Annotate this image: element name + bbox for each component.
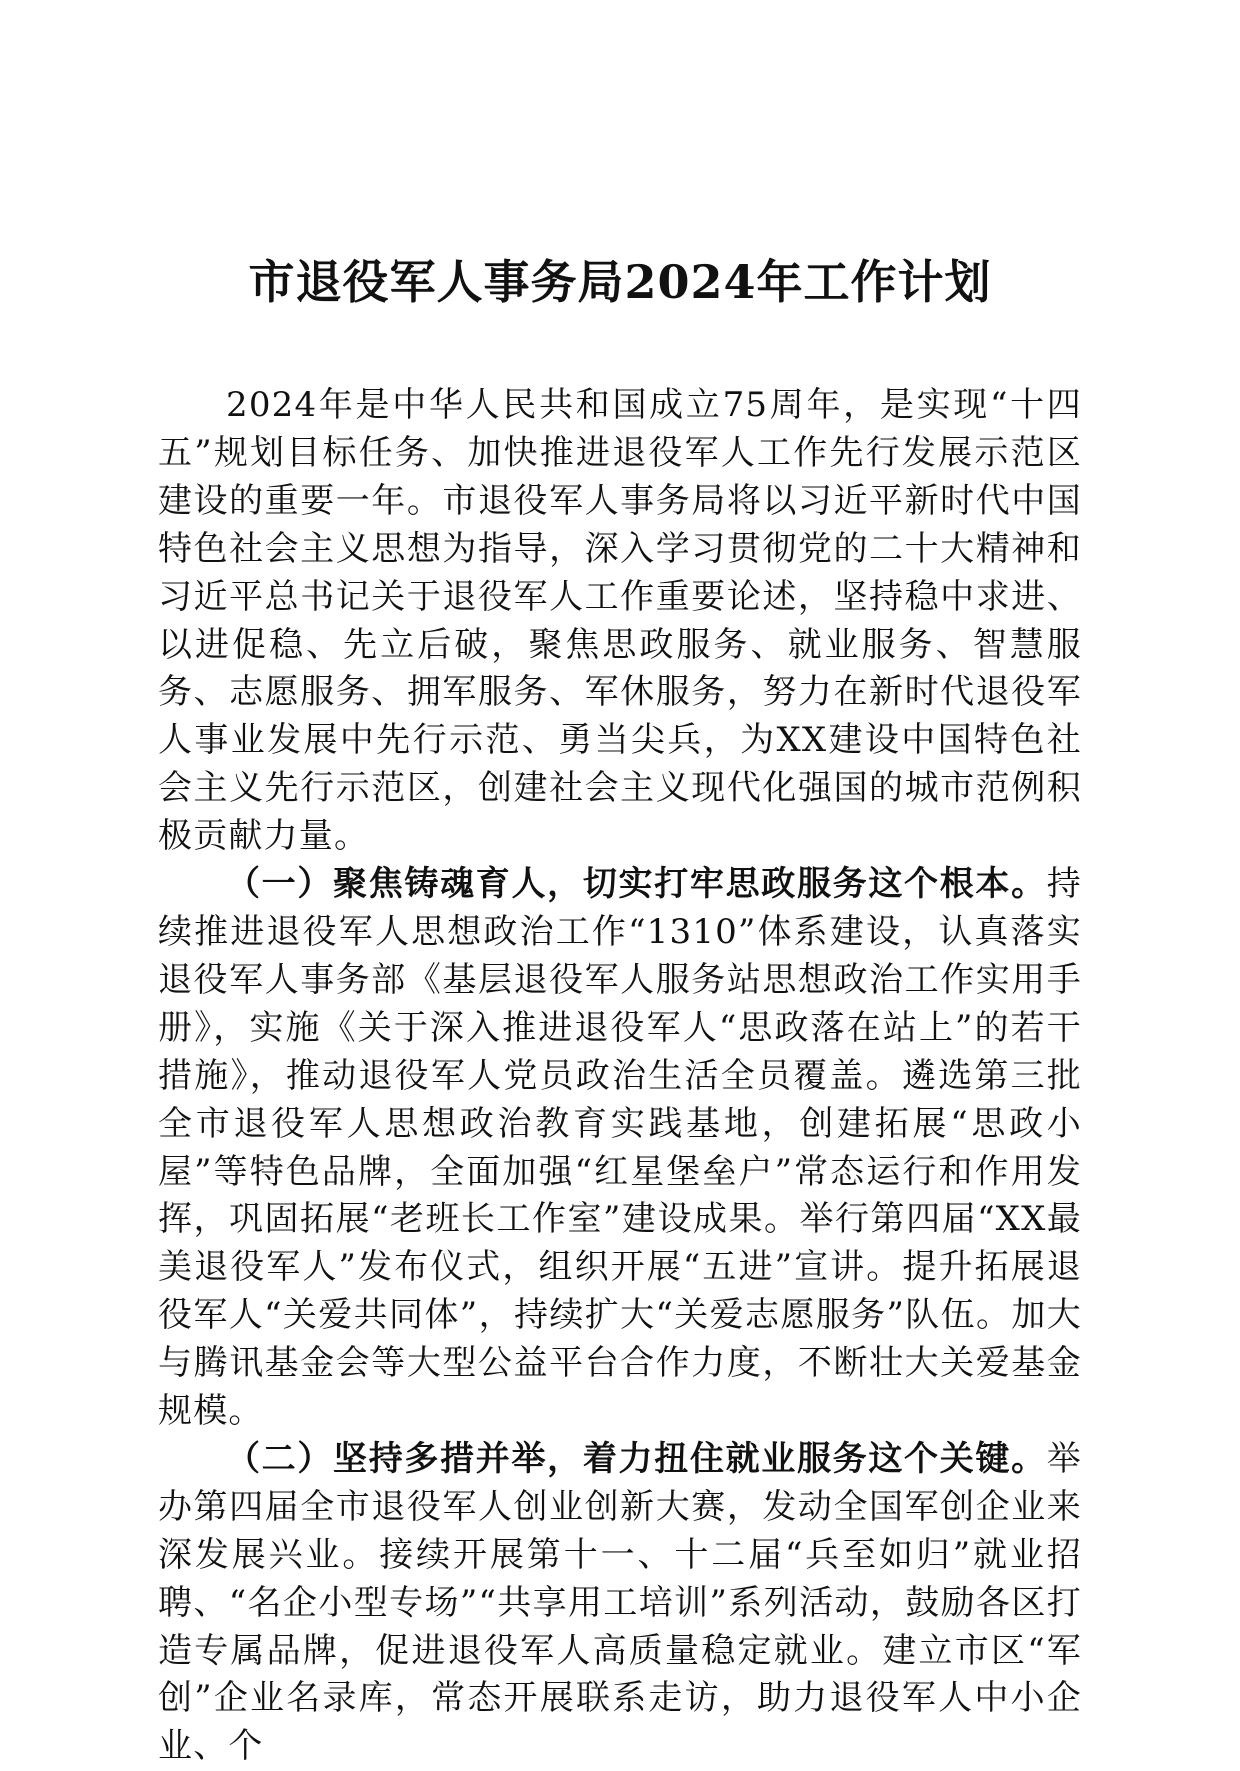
document-body [158, 382, 1082, 1771]
section-2-body: 举办第四届全市退役军人创业创新大赛，发动全国军创企业来深发展兴业。接续开展第十一、十二届“兵至如归”就业招聘、“名企小型专场”“共享用工培训”系列活动，鼓励各区打造专属品牌，促进退役军人高质量稳定就业。建立市区“军创”企业名录库，常态开展联系走访，助力退役军人中小企业、个 [158, 1438, 1082, 1767]
section-2-paragraph [158, 1436, 1082, 1771]
document-title: 市退役军人事务局2024年工作计划 [248, 255, 992, 309]
section-1-body: 持续推进退役军人思想政治工作“1310”体系建设，认真落实退役军人事务部《基层退役军人服务站思想政治工作实用手册》，实施《关于深入推进退役军人“思政落在站上”的若干措施》，推动退役军人党员政治生活全员覆盖。遴选第三批全市退役军人思想政治教育实践基地，创建拓展“思政小屋”等特色品牌，全面加强“红星堡垒户”常态运行和作用发挥，巩固拓展“老班长工作室”建设成果。举行第四届“XX最美退役军人”发布仪式，组织开展“五进”宣讲。提升拓展退役军人“关爱共同体”，持续扩大“关爱志愿服务”队伍。加大与腾讯基金会等大型公益平台合作力度，不断壮大关爱基金规模。 [158, 864, 1082, 1432]
section-2-heading: （二）坚持多措并举，着力扭住就业服务这个关键。 [226, 1438, 1047, 1479]
intro-paragraph: 2024年是中华人民共和国成立75周年，是实现“十四五”规划目标任务、加快推进退役军人工作先行发展示范区建设的重要一年。市退役军人事务局将以习近平新时代中国特色社会主义思想为指导，深入学习贯彻党的二十大精神和习近平总书记关于退役军人工作重要论述，坚持稳中求进、以进促稳、先立后破，聚焦思政服务、就业服务、智慧服务、志愿服务、拥军服务、军休服务，努力在新时代退役军人事业发展中先行示范、勇当尖兵，为XX建设中国特色社会主义先行示范区，创建社会主义现代化强国的城市范例积极贡献力量。 [158, 385, 1082, 857]
section-1-heading: （一）聚焦铸魂育人，切实打牢思政服务这个根本。 [226, 864, 1047, 905]
section-1-paragraph [158, 861, 1082, 1436]
